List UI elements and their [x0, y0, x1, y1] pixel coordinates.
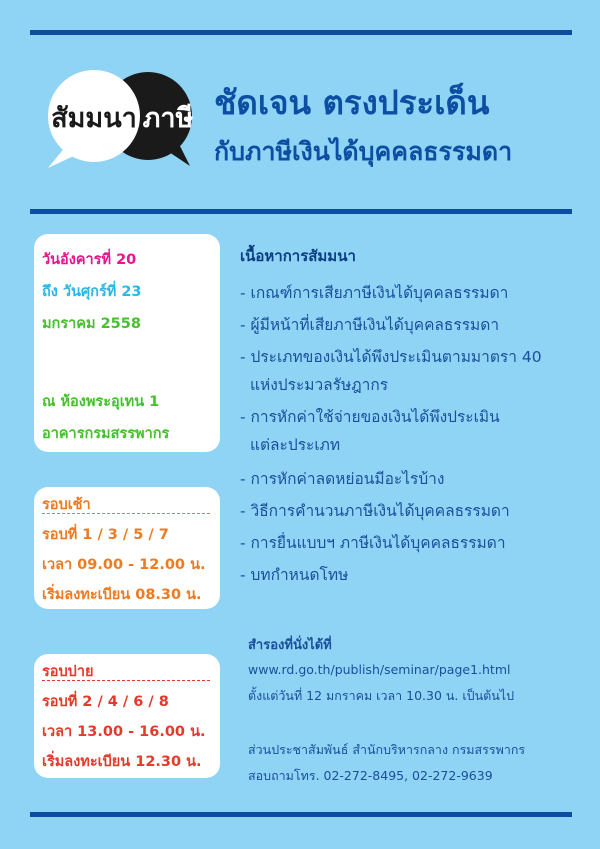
logo-text-left: สัมมนา [51, 103, 137, 134]
morning-label: รอบเช้า [42, 497, 91, 513]
list-item: - วิธีการคำนวนภาษีเงินได้บุคคลธรรมดา [240, 502, 510, 520]
afternoon-time: เวลา 13.00 - 16.00 น. [42, 724, 206, 740]
list-item: - เกณฑ์การเสียภาษีเงินได้บุคคลธรรมดา [240, 284, 509, 302]
list-item: - ผู้มีหน้าที่เสียภาษีเงินได้บุคคลธรรมดา [240, 316, 500, 334]
schedule-building: อาคารกรมสรรพากร [42, 426, 170, 442]
afternoon-card [34, 654, 220, 778]
contact-org: ส่วนประชาสัมพันธ์ สำนักบริหารกลาง กรมสรรพากร [248, 742, 526, 757]
morning-register: เริ่มลงทะเบียน 08.30 น. [42, 587, 202, 603]
afternoon-rounds: รอบที่ 2 / 4 / 6 / 8 [42, 694, 169, 710]
logo-text-right: ภาษี [142, 103, 194, 134]
schedule-card [34, 234, 220, 452]
afternoon-label: รอบบ่าย [42, 664, 94, 680]
morning-divider [42, 513, 210, 514]
content-heading: เนื้อหาการสัมมนา [240, 247, 356, 265]
title-line1: ชัดเจน ตรงประเด็น [214, 83, 490, 122]
contact-phone: สอบถามโทร. 02-272-8495, 02-272-9639 [248, 768, 493, 783]
list-item: - การหักค่าลดหย่อนมีอะไรบ้าง [240, 470, 445, 488]
seminar-logo [44, 66, 194, 170]
list-item: - การหักค่าใช้จ่ายของเงินได้พึงประเมิน [240, 408, 500, 426]
afternoon-divider [42, 680, 210, 681]
afternoon-register: เริ่มลงทะเบียน 12.30 น. [42, 754, 202, 770]
schedule-day-to: ถึง วันศุกร์ที่ 23 [42, 284, 142, 300]
reserve-url[interactable]: www.rd.go.th/publish/seminar/page1.html [248, 662, 511, 677]
schedule-room: ณ ห้องพระอุเทน 1 [42, 394, 160, 410]
list-item: แต่ละประเภท [250, 436, 341, 454]
mid-rule [30, 209, 572, 214]
reserve-heading: สำรองที่นั่งได้ที่ [248, 638, 332, 653]
schedule-day-from: วันอังคารที่ 20 [42, 252, 137, 268]
list-item: แห่งประมวลรัษฎากร [250, 376, 389, 394]
morning-rounds: รอบที่ 1 / 3 / 5 / 7 [42, 527, 169, 543]
title-line2: กับภาษีเงินได้บุคคลธรรมดา [214, 137, 513, 166]
schedule-month-year: มกราคม 2558 [42, 316, 141, 332]
top-rule [30, 30, 572, 35]
list-item: - บทกำหนดโทษ [240, 566, 349, 584]
morning-time: เวลา 09.00 - 12.00 น. [42, 557, 206, 573]
list-item: - ประเภทของเงินได้พึงประเมินตามมาตรา 40 [240, 348, 542, 366]
morning-card [34, 487, 220, 609]
list-item: - การยื่นแบบฯ ภาษีเงินได้บุคคลธรรมดา [240, 534, 506, 552]
reserve-opening: ตั้งแต่วันที่ 12 มกราคม เวลา 10.30 น. เป็นต้นไป [248, 688, 514, 703]
bottom-rule [30, 812, 572, 817]
